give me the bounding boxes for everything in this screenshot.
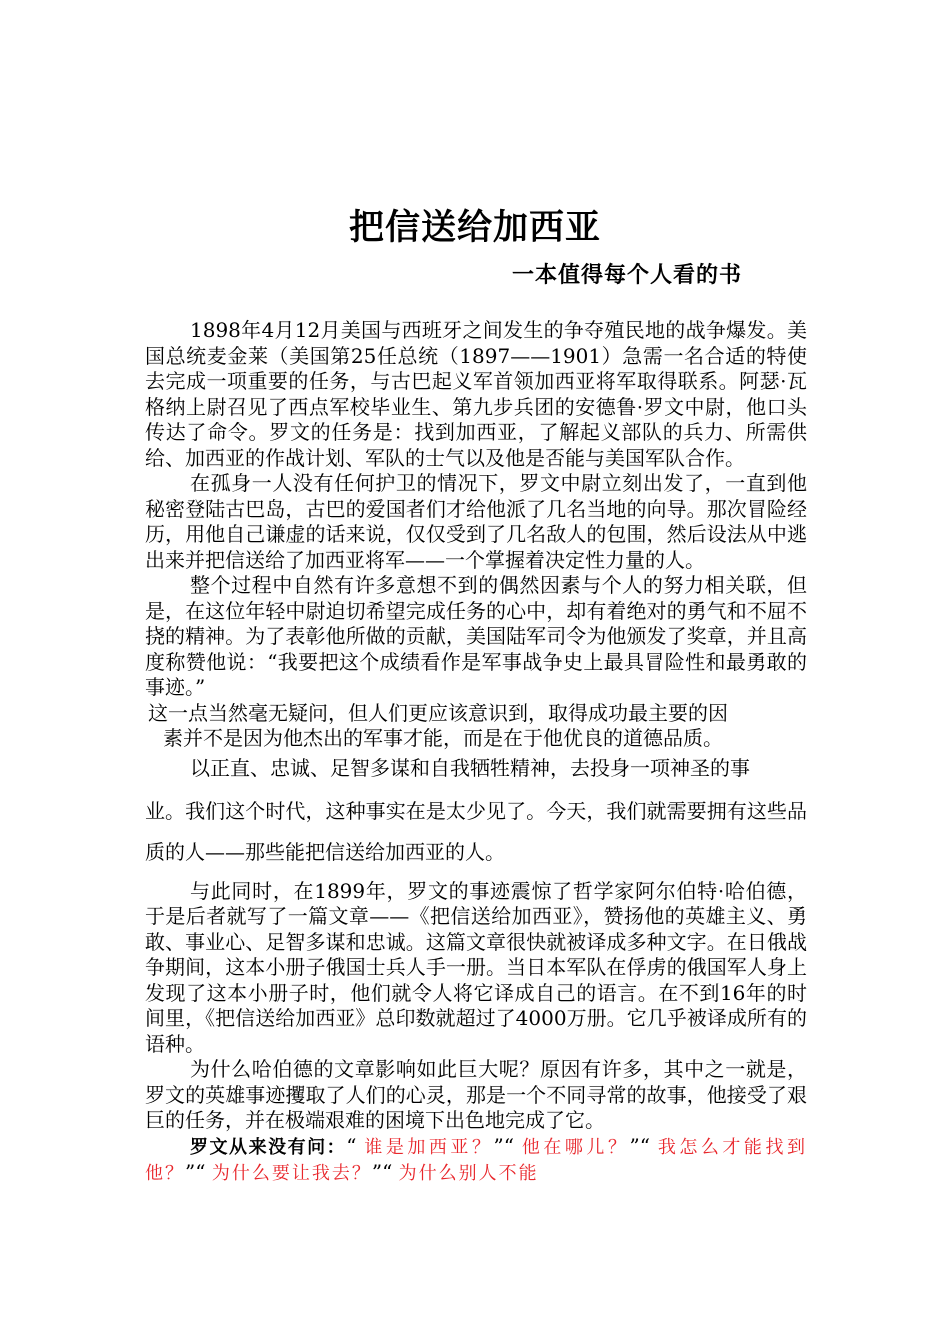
quote-open-2: “ [503,1133,522,1158]
document-title: 把信送给加西亚 [348,208,601,248]
quote-close-1: ” [493,1133,504,1158]
question-3: 我怎么才能找到他？ [145,1136,807,1184]
paragraph-5-line-1: 以正直、忠诚、足智多谋和自我牺牲精神，去投身一项神圣的事 [190,755,750,780]
document-subtitle: 一本值得每个人看的书 [512,263,743,288]
paragraph-final [145,1134,807,1187]
quote-close-4: ” [371,1160,383,1184]
paragraph-1: 1898年4月12月美国与西班牙之间发生的争夺殖民地的战争爆发。美国总统麦金莱（美国第25任总统（1897——1901）急需一名合适的特使去完成一项重要的任务，与古巴起义军首领加西亚将军取得联系。阿瑟·瓦格纳上尉召见了西点军校毕业生、第九步兵团的安德鲁·罗文中尉，他口头传达了命令。罗文的任务是：找到加西亚，了解起义部队的兵力、所需供给、加西亚的作战计划、军队的士气以及他是否能与美国军队合作。 [145,318,807,470]
paragraph-2: 在孤身一人没有任何护卫的情况下，罗文中尉立刻出发了，一直到他秘密登陆古巴岛，古巴的爱国者们才给他派了几名当地的向导。那次冒险经历，用他自己谦虚的话来说，仅仅受到了几名敌人的包围，然后设法从中逃出来并把信送给了加西亚将军——一个掌握着决定性力量的人。 [145,471,807,572]
quote-open-4: “ [195,1160,212,1184]
question-1: 谁是加西亚？ [364,1136,494,1158]
final-lead: 罗文从来没有问： [190,1136,347,1158]
paragraph-4-line-1: 这一点当然毫无疑问，但人们更应该意识到，取得成功最主要的因 [148,700,728,725]
quote-open-3: “ [639,1133,658,1158]
question-4: 为什么要让我去？ [211,1163,372,1184]
quote-close-2: ” [629,1133,640,1158]
paragraph-4-line-2: 素并不是因为他杰出的军事才能，而是在于他优良的道德品质。 [163,726,723,750]
document-body [145,318,807,1187]
question-5: 为什么别人不能 [398,1163,539,1184]
quote-close-3: ” [185,1160,196,1184]
question-2: 他在哪儿？ [521,1136,630,1158]
paragraph-6: 与此同时，在1899年，罗文的事迹震惊了哲学家阿尔伯特·哈伯德，于是后者就写了一篇文章——《把信送给加西亚》，赞扬他的英雄主义、勇敢、事业心、足智多谋和忠诚。这篇文章很快就被译成多种文字。在日俄战争期间，这本小册子俄国士兵人手一册。当日本军队在俘虏的俄国军人身上发现了这本小册子时，他们就令人将它译成自己的语言。在不到16年的时间里，《把信送给加西亚》总印数就超过了4000万册。它几乎被译成所有的语种。 [145,878,807,1056]
quote-open-5: “ [382,1160,399,1184]
paragraph-7: 为什么哈伯德的文章影响如此巨大呢？原因有许多，其中之一就是，罗文的英雄事迹攫取了人们的心灵，那是一个不同寻常的故事，他接受了艰巨的任务，并在极端艰难的困境下出色地完成了它。 [145,1057,807,1132]
quote-open-1: “ [346,1133,365,1158]
paragraph-5-rest: 业。我们这个时代，这种事实在是太少见了。今天，我们就需要拥有这些品质的人——那些能把信送给加西亚的人。 [145,798,807,864]
paragraph-3: 整个过程中自然有许多意想不到的偶然因素与个人的努力相关联，但是，在这位年轻中尉迫切希望完成任务的心中，却有着绝对的勇气和不屈不挠的精神。为了表彰他所做的贡献，美国陆军司令为他颁发了奖章，并且高度称赞他说：“我要把这个成绩看作是军事战争史上最具冒险性和最勇敢的事迹。” [145,573,807,699]
